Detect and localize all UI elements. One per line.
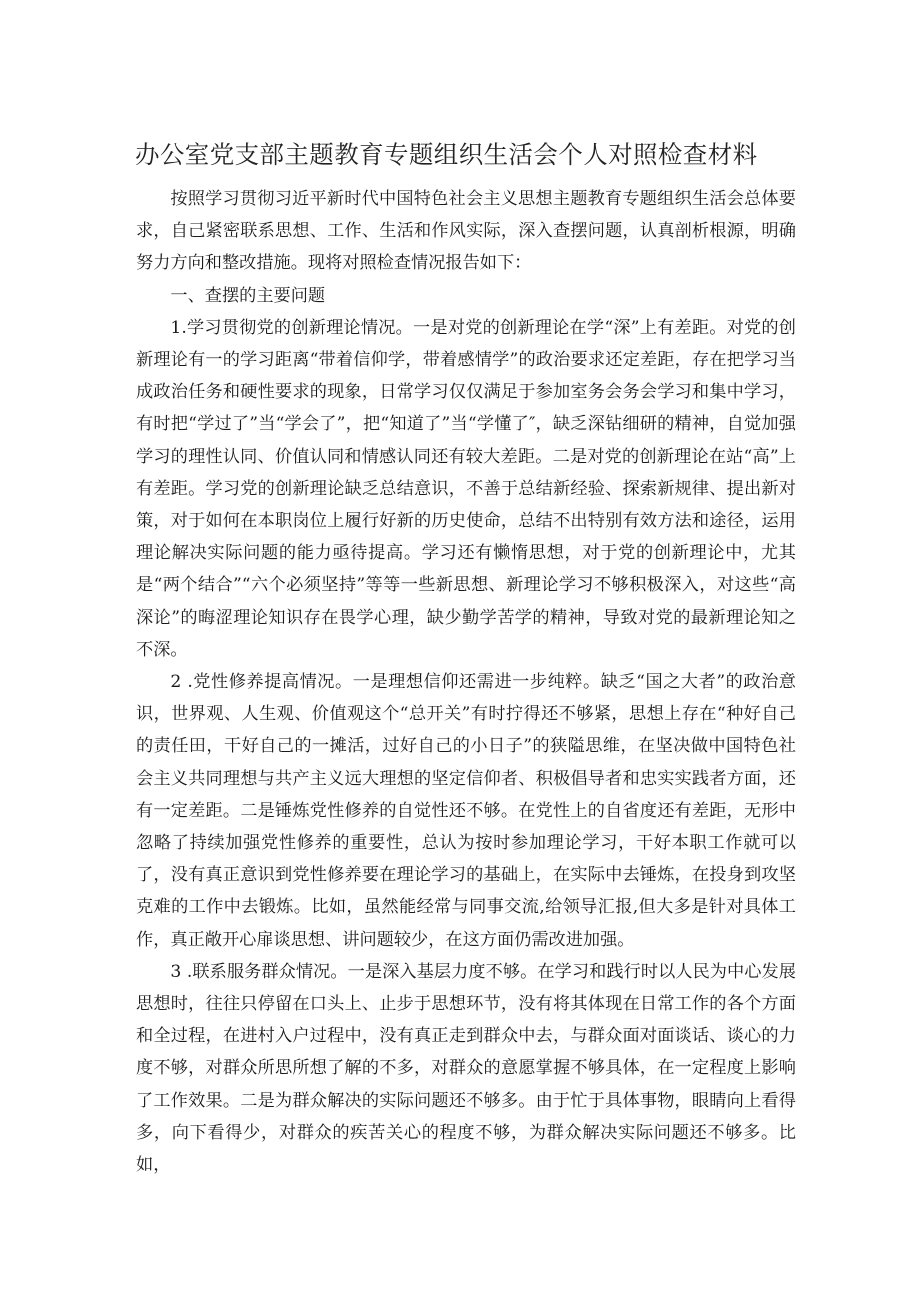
body-paragraph-1: 1.学习贯彻党的创新理论情况。一是对党的创新理论在学“深”上有差距。对党的创新理论有一的学习距离“带着信仰学，带着感情学”的政治要求还定差距，存在把学习当成政治任务和硬性要求的现象，日常学习仅仅满足于参加室务会务会学习和集中学习，有时把“学过了”当“学会了”，把“知道了”当“学懂了″，缺乏深钻细研的精神，自觉加强学习的理性认同、价值认同和情感认同还有较大差距。二是对党的创新理论在站“高”上有差距。学习党的创新理论缺乏总结意识，不善于总结新经验、探索新规律、提出新对策，对于如何在本职岗位上履行好新的历史使命，总结不出特别有效方法和途径，运用理论解决实际问题的能力亟待提高。学习还有懒惰思想，对于党的创新理论中，尤其是“两个结合”“六个必须坚持”等等一些新思想、新理论学习不够积极深入，对这些“高深论”的晦涩理论知识存在畏学心理，缺少勤学苦学的精神，导致对党的最新理论知之不深。 [136,317,796,660]
body-paragraph-3: 3 .联系服务群众情况。一是深入基层力度不够。在学习和践行时以人民为中心发展思想时，往往只停留在口头上、止步于思想环节，没有将其体现在日常工作的各个方面和全过程，在进村入户过程中，没有真正走到群众中去，与群众面对面谈话、谈心的力度不够，对群众所思所想了解的不多，对群众的意愿掌握不够具体，在一定程度上影响了工作效果。二是为群众解决的实际问题还不够多。由于忙于具体事物，眼睛向上看得多，向下看得少，对群众的疾苦关心的程度不够，为群众解决实际问题还不够多。比如， [136,961,796,1176]
intro-paragraph: 按照学习贯彻习近平新时代中国特色社会主义思想主题教育专题组织生活会总体要求，自己紧密联系思想、工作、生活和作风实际，深入查摆问题，认真剖析根源，明确努力方向和整改措施。现将对照检查情况报告如下： [136,189,796,274]
body-paragraph-2: 2 .党性修养提高情况。一是理想信仰还需进一步纯粹。缺乏“国之大者”的政治意识，世界观、人生观、价值观这个“总开关”有时拧得还不够紧，思想上存在“种好自己的责任田，干好自己的一摊活，过好自己的小日子”的狭隘思维，在坚决做中国特色社会主义共同理想与共产主义远大理想的坚定信仰者、积极倡导者和忠实实践者方面，还有一定差距。二是锤炼党性修养的自觉性还不够。在党性上的自省度还有差距，无形中忽略了持续加强党性修养的重要性，总认为按时参加理论学习，干好本职工作就可以了，没有真正意识到党性修养要在理论学习的基础上，在实际中去锤炼，在投身到攻坚克难的工作中去锻炼。比如，虽然能经常与同事交流,给领导汇报,但大多是针对具体工作，真正敞开心扉谈思想、讲问题较少，在这方面仍需改进加强。 [136,672,796,950]
document-body [136,183,796,1181]
section-heading: 一、查摆的主要问题 [170,285,326,306]
document-title: 办公室党支部主题教育专题组织生活会个人对照检查材料 [135,140,758,169]
